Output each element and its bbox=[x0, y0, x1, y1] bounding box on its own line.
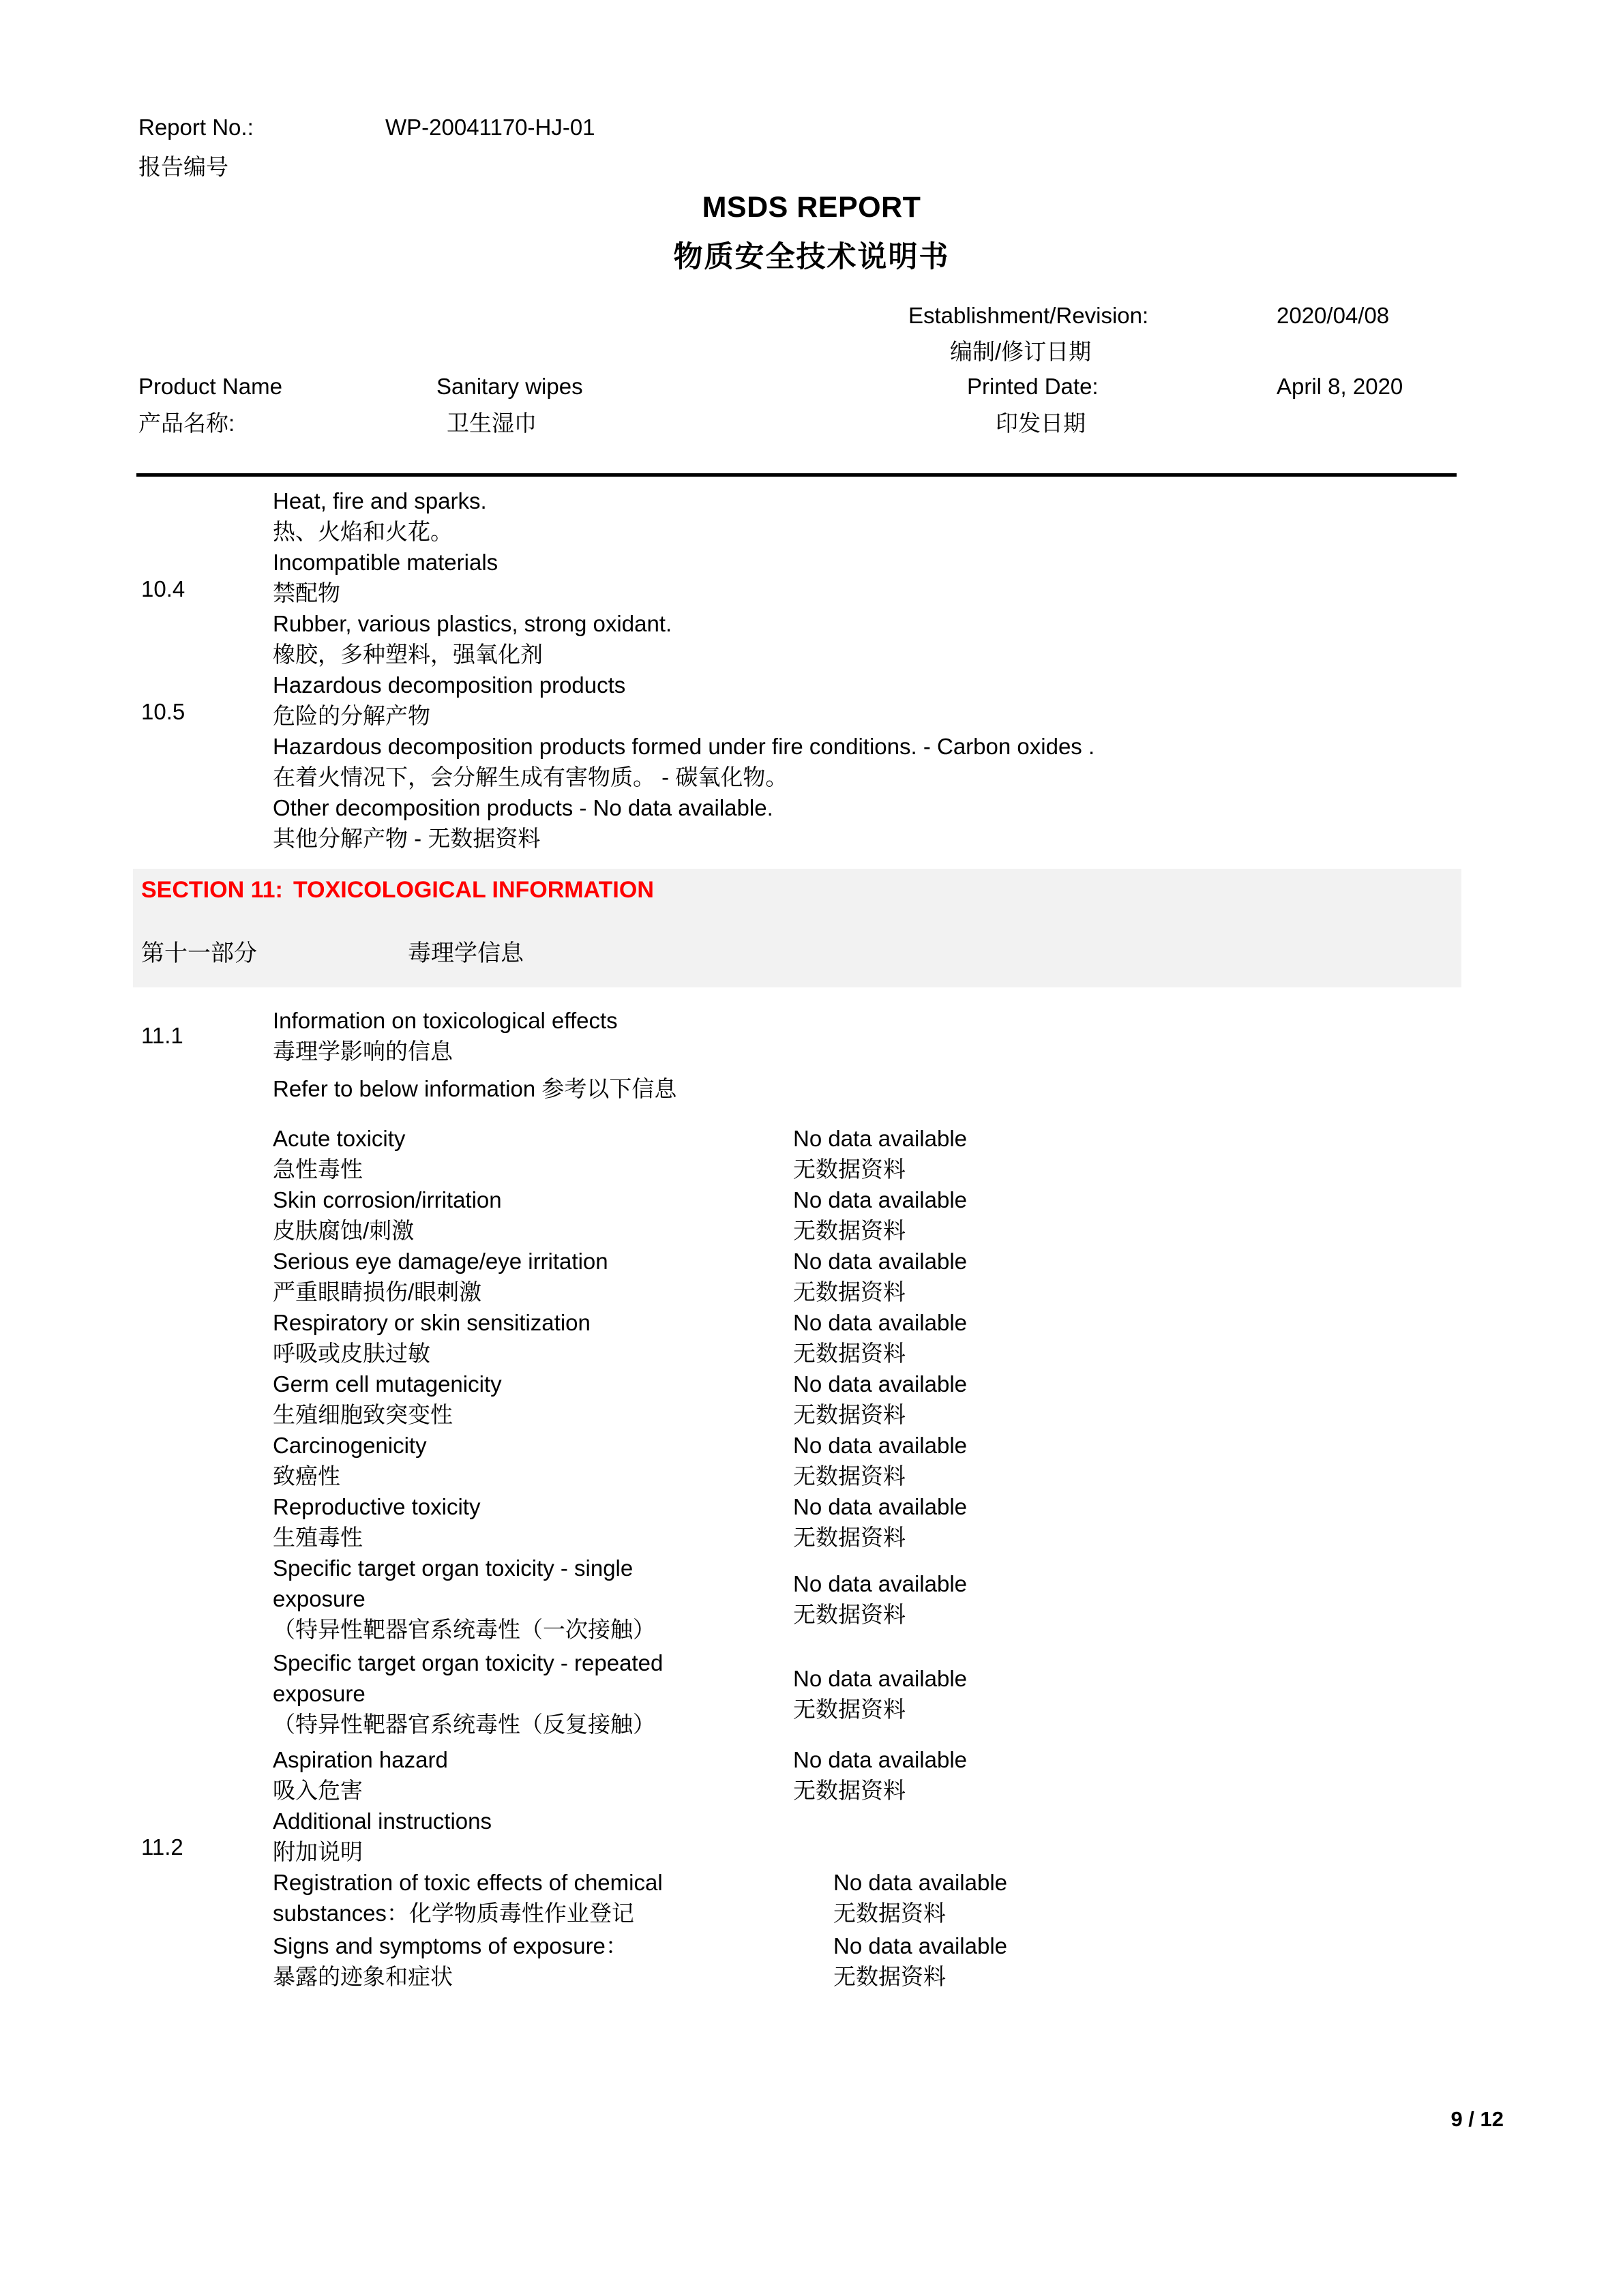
tox-row-value-en: No data available bbox=[793, 1310, 968, 1335]
section-11-1-refer-line: Refer to below information 参考以下信息 bbox=[273, 1076, 677, 1101]
section-10-5-title-cn: 危险的分解产物 bbox=[273, 703, 430, 728]
section-11-1-number: 11.1 bbox=[141, 1023, 183, 1048]
establishment-revision-label: Establishment/Revision: bbox=[908, 303, 1149, 328]
tox-row-label-en-2: exposure bbox=[273, 1586, 366, 1611]
tox-row-label-cn: 生殖毒性 bbox=[273, 1525, 363, 1550]
tox-row-label-en: Skin corrosion/irritation bbox=[273, 1187, 502, 1212]
tox-row-value-cn: 无数据资料 bbox=[793, 1218, 906, 1243]
printed-date-value: April 8, 2020 bbox=[1277, 374, 1403, 399]
tox-row-label-cn: 急性毒性 bbox=[273, 1157, 363, 1182]
tox-row-value-cn: 无数据资料 bbox=[793, 1402, 906, 1427]
section-10-4-body-cn: 橡胶，多种塑料，强氧化剂 bbox=[273, 642, 543, 667]
tox-row-label-cn: 皮肤腐蚀/刺激 bbox=[273, 1218, 415, 1243]
tox-row-label-cn: 呼吸或皮肤过敏 bbox=[273, 1341, 430, 1366]
tox-row-label-cn: 吸入危害 bbox=[273, 1778, 363, 1803]
tox-row-label-en: Registration of toxic effects of chemical bbox=[273, 1870, 663, 1895]
section-10-5-body-line-1: Hazardous decomposition products formed under fire conditions. - Carbon oxides . bbox=[273, 734, 1095, 759]
document-title-cn: 物质安全技术说明书 bbox=[673, 241, 950, 273]
section-10-3-body-line-cn: 热、火焰和火花。 bbox=[273, 519, 453, 544]
section-10-5-title-en: Hazardous decomposition products bbox=[273, 672, 626, 698]
section-10-4-title-cn: 禁配物 bbox=[273, 580, 340, 606]
section-11-title-cn: 毒理学信息 bbox=[408, 940, 524, 966]
product-name-value-cn: 卫生湿巾 bbox=[447, 411, 537, 436]
tox-row-label-en: Serious eye damage/eye irritation bbox=[273, 1249, 608, 1274]
section-11-number-cn: 第十一部分 bbox=[141, 940, 257, 966]
tox-row-label-cn: substances：化学物质毒性作业登记 bbox=[273, 1900, 634, 1926]
tox-row-value-cn: 无数据资料 bbox=[793, 1525, 906, 1550]
tox-row-value-en: No data available bbox=[793, 1433, 968, 1458]
product-name-value: Sanitary wipes bbox=[436, 374, 583, 399]
tox-row-value-en: No data available bbox=[793, 1571, 968, 1596]
header-divider-rule bbox=[136, 473, 1457, 477]
establishment-revision-value: 2020/04/08 bbox=[1277, 303, 1390, 328]
tox-row-label-en: Aspiration hazard bbox=[273, 1747, 448, 1772]
tox-row-value-en: No data available bbox=[793, 1249, 968, 1274]
tox-row-label-en: Specific target organ toxicity - single bbox=[273, 1555, 634, 1581]
report-no-label-cn: 报告编号 bbox=[138, 154, 228, 179]
establishment-revision-label-cn: 编制/修订日期 bbox=[950, 339, 1092, 364]
tox-row-value-cn: 无数据资料 bbox=[793, 1697, 906, 1722]
product-name-label-cn: 产品名称: bbox=[138, 411, 235, 436]
tox-row-label-en: Carcinogenicity bbox=[273, 1433, 427, 1458]
section-10-4-title-en: Incompatible materials bbox=[273, 550, 498, 575]
section-10-3-body-line-en: Heat, fire and sparks. bbox=[273, 488, 487, 513]
tox-row-label-cn: 生殖细胞致突变性 bbox=[273, 1402, 453, 1427]
section-11-title-en: TOXICOLOGICAL INFORMATION bbox=[293, 877, 654, 903]
section-11-2-number: 11.2 bbox=[141, 1834, 183, 1860]
printed-date-label: Printed Date: bbox=[967, 374, 1099, 399]
tox-row-value-cn: 无数据资料 bbox=[793, 1778, 906, 1803]
section-11-2-title-cn: 附加说明 bbox=[273, 1839, 363, 1864]
tox-row-value-cn: 无数据资料 bbox=[793, 1341, 906, 1366]
tox-row-value-cn: 无数据资料 bbox=[793, 1463, 906, 1489]
tox-row-value-cn: 无数据资料 bbox=[793, 1602, 906, 1627]
tox-row-value-en: No data available bbox=[793, 1666, 968, 1691]
product-name-label: Product Name bbox=[138, 374, 282, 399]
report-no-label: Report No.: bbox=[138, 115, 254, 140]
section-10-4-number: 10.4 bbox=[141, 576, 185, 601]
section-10-5-body-line-4: 其他分解产物 - 无数据资料 bbox=[273, 826, 541, 851]
tox-row-label-en: Respiratory or skin sensitization bbox=[273, 1310, 591, 1335]
tox-row-value-en: No data available bbox=[793, 1126, 968, 1151]
document-title-en: MSDS REPORT bbox=[702, 191, 921, 224]
printed-date-label-cn: 印发日期 bbox=[996, 411, 1086, 436]
tox-row-value-cn: 无数据资料 bbox=[833, 1900, 946, 1926]
section-11-1-title-cn: 毒理学影响的信息 bbox=[273, 1039, 453, 1064]
tox-row-value-en: No data available bbox=[833, 1933, 1008, 1958]
section-11-1-title-en: Information on toxicological effects bbox=[273, 1008, 618, 1033]
tox-row-label-en: Specific target organ toxicity - repeated bbox=[273, 1650, 664, 1675]
tox-row-value-cn: 无数据资料 bbox=[793, 1157, 906, 1182]
section-11-number-en: SECTION 11: bbox=[141, 877, 283, 903]
tox-row-value-cn: 无数据资料 bbox=[833, 1964, 946, 1989]
tox-row-label-en: Germ cell mutagenicity bbox=[273, 1371, 502, 1397]
tox-row-value-en: No data available bbox=[793, 1371, 968, 1397]
tox-row-value-en: No data available bbox=[793, 1494, 968, 1519]
tox-row-label-cn: 致癌性 bbox=[273, 1463, 340, 1489]
tox-row-value-en: No data available bbox=[793, 1747, 968, 1772]
page-number-indicator: 9 / 12 bbox=[1450, 2107, 1504, 2131]
section-11-2-title-en: Additional instructions bbox=[273, 1808, 492, 1834]
tox-row-label-en: Signs and symptoms of exposure： bbox=[273, 1933, 628, 1958]
tox-row-label-cn: （特异性靶器官系统毒性（反复接触） bbox=[273, 1712, 655, 1737]
tox-row-value-en: No data available bbox=[833, 1870, 1008, 1895]
tox-row-label-en: Reproductive toxicity bbox=[273, 1494, 481, 1519]
tox-row-label-cn: 严重眼睛损伤/眼刺激 bbox=[273, 1279, 482, 1304]
tox-row-label-cn: （特异性靶器官系统毒性（一次接触） bbox=[273, 1617, 655, 1642]
report-no-value: WP-20041170-HJ-01 bbox=[385, 115, 595, 140]
tox-row-value-cn: 无数据资料 bbox=[793, 1279, 906, 1304]
section-10-5-body-line-3: Other decomposition products - No data available. bbox=[273, 795, 773, 820]
section-10-5-body-line-2: 在着火情况下，会分解生成有害物质。 - 碳氧化物。 bbox=[273, 764, 788, 790]
tox-row-label-en: Acute toxicity bbox=[273, 1126, 406, 1151]
tox-row-label-cn: 暴露的迹象和症状 bbox=[273, 1964, 453, 1989]
tox-row-label-en-2: exposure bbox=[273, 1681, 366, 1706]
section-10-5-number: 10.5 bbox=[141, 699, 185, 724]
tox-row-value-en: No data available bbox=[793, 1187, 968, 1212]
section-10-4-body-en: Rubber, various plastics, strong oxidant. bbox=[273, 611, 672, 636]
